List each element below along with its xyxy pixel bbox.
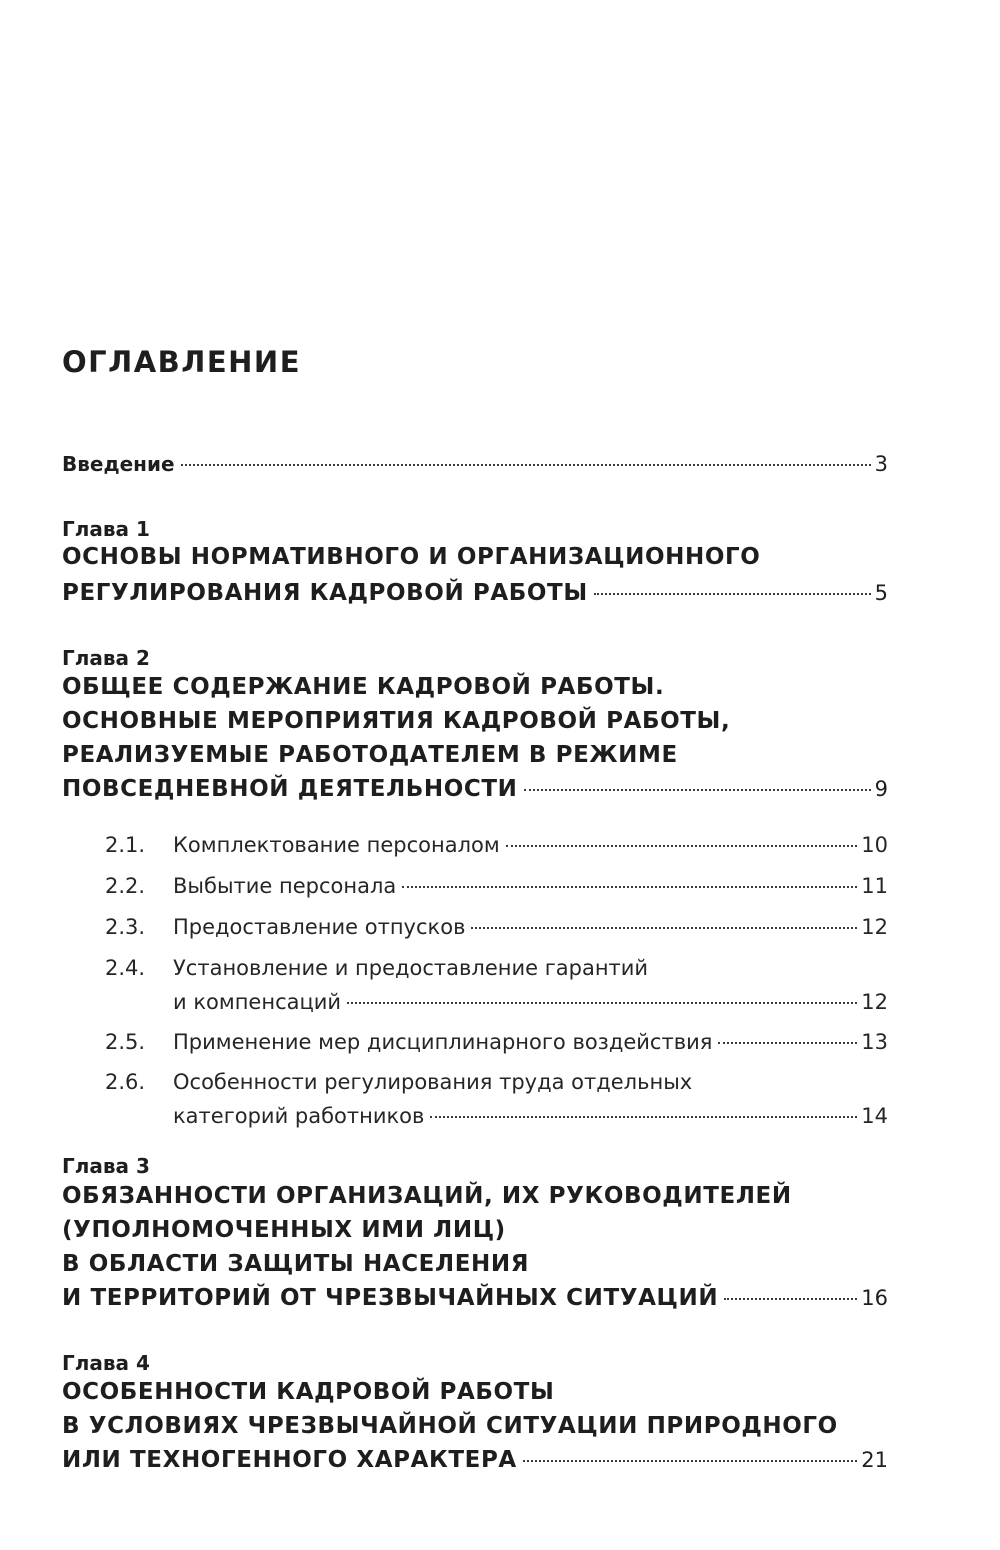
chapter-title-line: ОСНОВНЫЕ МЕРОПРИЯТИЯ КАДРОВОЙ РАБОТЫ, [62, 708, 731, 734]
section-number: 2.2. [105, 874, 146, 898]
chapter-title-line: (УПОЛНОМОЧЕННЫХ ИМИ ЛИЦ) [62, 1217, 506, 1243]
chapter-title-line: И ТЕРРИТОРИЙ ОТ ЧРЕЗВЫЧАЙНЫХ СИТУАЦИЙ [62, 1285, 719, 1311]
chapter-title-line: ОБЩЕЕ СОДЕРЖАНИЕ КАДРОВОЙ РАБОТЫ. [62, 674, 665, 700]
page-number: 5 [874, 581, 888, 605]
section-title: Применение мер дисциплинарного воздействия [173, 1030, 713, 1054]
chapter-title-line: РЕГУЛИРОВАНИЯ КАДРОВОЙ РАБОТЫ [62, 580, 588, 606]
page-number: 11 [861, 874, 888, 898]
toc-entry-chapter-3[interactable] [62, 1283, 888, 1313]
chapter-title-line: ОБЯЗАННОСТИ ОРГАНИЗАЦИЙ, ИХ РУКОВОДИТЕЛЕЙ [62, 1183, 792, 1209]
chapter-title-line: ИЛИ ТЕХНОГЕННОГО ХАРАКТЕРА [62, 1447, 517, 1473]
section-title: категорий работников [173, 1104, 425, 1128]
section-title: и компенсаций [173, 990, 342, 1014]
toc-entry-chapter-1[interactable] [62, 578, 888, 608]
section-number: 2.6. [105, 1070, 146, 1094]
page-number: 9 [874, 777, 888, 801]
section-title: Выбытие персонала [173, 874, 397, 898]
section-number: 2.4. [105, 956, 146, 980]
dot-leader [506, 845, 858, 847]
chapter-label: Глава 3 [62, 1154, 150, 1178]
toc-entry-section-2-1[interactable] [173, 830, 888, 860]
section-number: 2.1. [105, 833, 146, 857]
toc-entry-section-2-2[interactable] [173, 871, 888, 901]
toc-entry-section-2-6[interactable] [173, 1101, 888, 1131]
section-title: Предоставление отпусков [173, 915, 466, 939]
toc-title: ОГЛАВЛЕНИЕ [62, 345, 302, 379]
chapter-title-line: ОСНОВЫ НОРМАТИВНОГО И ОРГАНИЗАЦИОННОГО [62, 544, 761, 570]
dot-leader [594, 593, 871, 595]
chapter-label: Глава 1 [62, 517, 150, 541]
chapter-label: Глава 2 [62, 646, 150, 670]
toc-entry-intro[interactable] [62, 450, 888, 478]
toc-entry-section-2-4[interactable] [173, 987, 888, 1017]
section-title: Установление и предоставление гарантий [173, 956, 649, 980]
dot-leader [524, 789, 871, 791]
chapter-title-line: ОСОБЕННОСТИ КАДРОВОЙ РАБОТЫ [62, 1379, 555, 1405]
chapter-title-line: В ОБЛАСТИ ЗАЩИТЫ НАСЕЛЕНИЯ [62, 1251, 530, 1277]
dot-leader [347, 1002, 857, 1004]
page-number: 12 [861, 990, 888, 1014]
toc-entry-section-2-3[interactable] [173, 912, 888, 942]
dot-leader [430, 1116, 857, 1118]
toc-entry-chapter-4[interactable] [62, 1445, 888, 1475]
page-number: 10 [861, 833, 888, 857]
page-number: 13 [861, 1030, 888, 1054]
chapter-label: Глава 4 [62, 1351, 150, 1375]
dot-leader [471, 927, 857, 929]
toc-entry-section-2-5[interactable] [173, 1027, 888, 1057]
toc-entry-chapter-2[interactable] [62, 774, 888, 804]
chapter-title-line: В УСЛОВИЯХ ЧРЕЗВЫЧАЙНОЙ СИТУАЦИИ ПРИРОДНОГО [62, 1413, 838, 1439]
page-number: 14 [861, 1104, 888, 1128]
page-number: 3 [874, 452, 888, 476]
dot-leader [402, 886, 857, 888]
dot-leader [724, 1298, 857, 1300]
page-number: 21 [861, 1448, 888, 1472]
intro-title: Введение [62, 452, 175, 476]
chapter-title-line: ПОВСЕДНЕВНОЙ ДЕЯТЕЛЬНОСТИ [62, 776, 518, 802]
dot-leader [523, 1460, 857, 1462]
dot-leader [181, 464, 871, 466]
chapter-title-line: РЕАЛИЗУЕМЫЕ РАБОТОДАТЕЛЕМ В РЕЖИМЕ [62, 742, 678, 768]
page-number: 16 [861, 1286, 888, 1310]
section-title: Особенности регулирования труда отдельных [173, 1070, 693, 1094]
section-number: 2.3. [105, 915, 146, 939]
section-title: Комплектование персоналом [173, 833, 500, 857]
dot-leader [718, 1042, 857, 1044]
section-number: 2.5. [105, 1030, 146, 1054]
page-number: 12 [861, 915, 888, 939]
